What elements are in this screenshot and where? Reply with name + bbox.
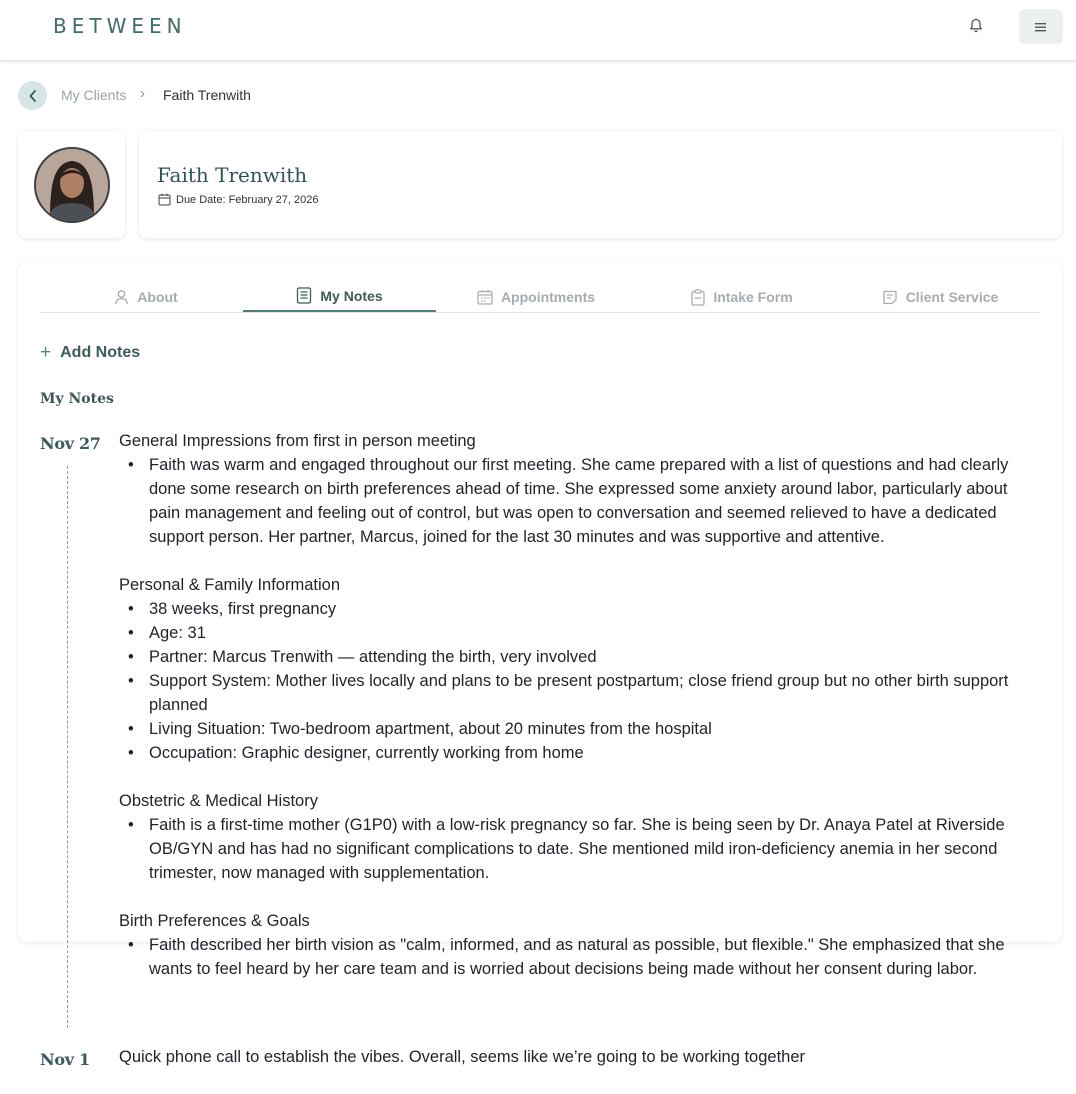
breadcrumb-current: Faith Trenwith — [163, 87, 251, 103]
tab-intake-form[interactable]: Intake Form — [682, 281, 802, 313]
note-entry[interactable] — [119, 429, 1029, 981]
due-date-text: Due Date: February 27, 2026 — [176, 193, 319, 206]
list-item: • Partner: Marcus Trenwith — attending the birth, very involved — [119, 645, 1029, 669]
list-item: • Faith was warm and engaged throughout our first meeting. She came prepared with a list of questions and had clearly done some research on birth preferences ahead of time. She expressed some anxiety around labor, particularly about pain management and feeling out of control, but was open to conversation and seemed relieved to have a dedicated support person. Her partner, Marcus, joined for the last 30 minutes and was supportive and attentive. — [119, 453, 1029, 549]
app-logo[interactable]: BETWEEN — [53, 14, 187, 38]
timeline-line — [67, 466, 68, 1028]
tab-bar — [40, 281, 1040, 313]
menu-button[interactable] — [1019, 9, 1063, 44]
note-section — [119, 573, 1029, 765]
calendar-icon — [158, 193, 171, 206]
note-section — [119, 909, 1029, 981]
list-item: • Support System: Mother lives locally and plans to be present postpartum; close friend group but no other birth support planned — [119, 669, 1029, 717]
back-button[interactable] — [18, 81, 47, 110]
service-icon — [882, 289, 898, 305]
list-item: • Faith described her birth vision as "calm, informed, and as natural as possible, but flexible." She emphasized that she wants to feel heard by her care team and is worried about decisions being made without her consent during labor. — [119, 933, 1029, 981]
add-notes-button[interactable]: + Add Notes — [40, 342, 141, 363]
breadcrumb-my-clients[interactable]: My Clients — [61, 87, 127, 103]
top-header — [0, 0, 1076, 61]
user-icon — [114, 289, 129, 305]
my-notes-heading: My Notes — [40, 391, 114, 407]
note-section-heading: General Impressions from first in person meeting — [119, 432, 476, 450]
chevron-left-icon — [27, 89, 39, 103]
client-name: Faith Trenwith — [157, 163, 308, 187]
list-item: • 38 weeks, first pregnancy — [119, 597, 1029, 621]
tab-about[interactable]: About — [90, 281, 202, 313]
list-item: • Faith is a first-time mother (G1P0) with a low-risk pregnancy so far. She is being seen by Dr. Anaya Patel at Riverside OB/GYN and has had no significant complications to date. She mentioned mild iron-deficiency anemia in her second trimester, now managed with supplementation. — [119, 813, 1029, 885]
tab-appointments[interactable]: Appointments — [472, 281, 600, 313]
clipboard-icon — [691, 289, 705, 306]
notes-icon — [296, 287, 312, 304]
hamburger-icon — [1034, 21, 1048, 33]
calendar-icon — [477, 289, 493, 305]
avatar-card — [18, 131, 125, 238]
note-section-heading: Birth Preferences & Goals — [119, 912, 310, 930]
avatar — [34, 147, 110, 223]
bell-icon[interactable] — [966, 16, 986, 36]
note-section-heading: Personal & Family Information — [119, 576, 341, 594]
tab-my-notes[interactable]: My Notes — [243, 281, 436, 312]
list-item: • Occupation: Graphic designer, currently working from home — [119, 741, 1029, 765]
list-item: • Living Situation: Two-bedroom apartment, about 20 minutes from the hospital — [119, 717, 1029, 741]
note-entry[interactable] — [119, 1045, 1029, 1069]
note-section-heading: Obstetric & Medical History — [119, 792, 318, 810]
due-date-row — [158, 193, 318, 206]
note-text: Quick phone call to establish the vibes. Overall, seems like we’re going to be working together — [119, 1048, 806, 1066]
note-section — [119, 789, 1029, 885]
breadcrumb-separator: › — [140, 85, 145, 102]
list-item: • Age: 31 — [119, 621, 1029, 645]
note-section — [119, 429, 1029, 549]
note-date: Nov 1 — [40, 1050, 90, 1069]
plus-icon: + — [40, 342, 52, 363]
tab-client-service[interactable]: Client Service — [874, 281, 1006, 313]
client-info-card — [139, 131, 1062, 238]
note-date: Nov 27 — [40, 434, 101, 453]
